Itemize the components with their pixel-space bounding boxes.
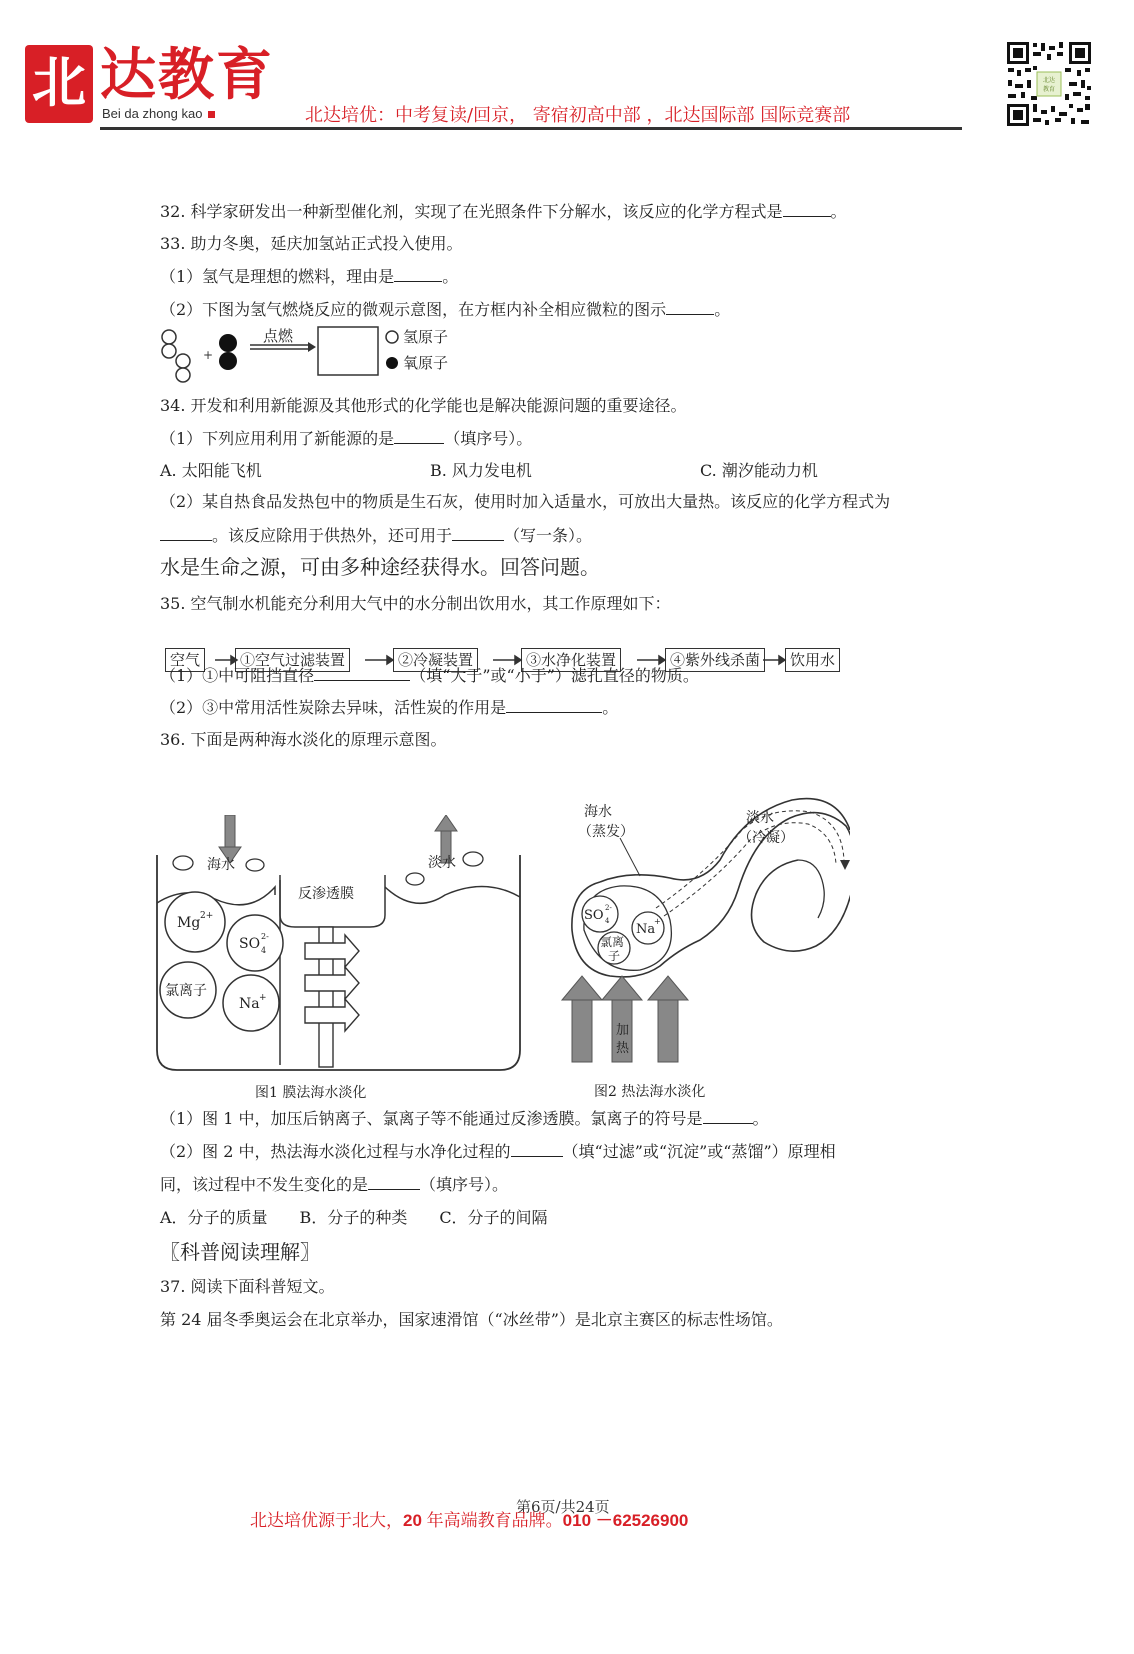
flow-step-filter: ①空气过滤装置	[235, 648, 350, 672]
na-charge: +	[259, 993, 267, 1003]
question-34-1: （1）下列应用利用了新能源的是 （填序号）。	[160, 429, 533, 448]
flow-step-condense: ②冷凝装置	[393, 648, 478, 672]
cl-label-line1: 氯离	[600, 935, 625, 949]
na-symbol: Na	[636, 922, 656, 937]
legend-hydrogen: 氢原子	[403, 328, 449, 346]
answer-blank[interactable]	[783, 200, 831, 217]
label-condense: （冷凝）	[738, 830, 794, 846]
logo-text: 达教育	[100, 42, 274, 108]
label-freshwater: 淡水	[428, 855, 456, 871]
question-34: 34. 开发和利用新能源及其他形式的化学能也是解决能源问题的重要途径。	[160, 396, 687, 415]
question-34-2: （2）某自热食品发热包中的物质是生石灰，使用时加入适量水，可放出大量热。该反应的化学方程式为	[160, 492, 891, 511]
answer-blank[interactable]	[452, 524, 504, 541]
qr-code-icon	[1005, 40, 1093, 128]
logo-subtitle: Bei da zhong kao	[102, 106, 215, 121]
mg-charge: 2+	[200, 911, 214, 921]
so4-charge: 2-	[605, 904, 612, 912]
question-33-2: （2）下图为氢气燃烧反应的微观示意图，在方框内补全相应微粒的图示 。	[160, 300, 731, 319]
label-freshwater: 淡水	[746, 810, 774, 826]
so4-symbol: SO	[584, 908, 604, 923]
cl-label-line2: 子	[608, 949, 621, 963]
option-a: A. 太阳能飞机	[160, 461, 262, 480]
question-37: 37. 阅读下面科普短文。	[160, 1277, 335, 1296]
so4-charge: 2-	[261, 932, 269, 941]
svg-text:+: +	[203, 348, 214, 362]
question-36-2: （2）图 2 中，热法海水淡化过程与水净化过程的 （填“过滤”或“沉淀”或“蒸馏”）原理相	[160, 1142, 836, 1161]
heat-label-2: 热	[616, 1041, 630, 1056]
option-b: B. 风力发电机	[430, 461, 532, 480]
figure-2-caption: 图2 热法海水淡化	[594, 1084, 706, 1100]
header-tagline: 北达培优：中考复读/回京， 寄宿初高中部 ，北达国际部 国际竞赛部	[305, 105, 851, 126]
option-c: C. 潮汐能动力机	[700, 461, 818, 480]
figure-1-caption: 图1 膜法海水淡化	[255, 1085, 367, 1100]
answer-blank[interactable]	[394, 265, 442, 282]
question-35-1: （1）①中可阻挡直径 （填“大于”或“小于”）滤孔直径的物质。	[160, 666, 699, 685]
footer-slogan: 北达培优源于北大，20 年高端教育品牌。010 －62526900	[250, 1511, 689, 1530]
answer-blank[interactable]	[506, 696, 602, 713]
question-36-1: （1）图 1 中，加压后钠离子、氯离子等不能通过反渗透膜。氯离子的符号是 。	[160, 1109, 769, 1128]
label-evaporate: （蒸发）	[578, 824, 634, 840]
page-number: 第6页/共24页	[516, 1498, 610, 1516]
label-seawater: 海水	[207, 857, 235, 873]
question-34-2-cont: 。该反应除用于供热外，还可用于 （写一条）。	[160, 524, 592, 547]
hydrogen-atom-icon	[162, 344, 176, 358]
logo-mark	[25, 45, 93, 123]
figure-membrane-desalination	[155, 815, 525, 1100]
cl-label: 氯离子	[165, 983, 207, 999]
mg-symbol: Mg	[177, 915, 201, 931]
label-membrane: 反渗透膜	[298, 886, 354, 902]
question-32: 32. 科学家研发出一种新型催化剂，实现了在光照条件下分解水，该反应的化学方程式是 。	[160, 202, 847, 221]
svg-text:教育: 教育	[1042, 86, 1056, 93]
label-seawater: 海水	[584, 804, 612, 820]
heat-arrow-icon	[572, 998, 592, 1062]
reaction-condition: 点燃	[263, 327, 294, 345]
svg-text:北达: 北达	[1042, 77, 1056, 84]
flow-step-drinking-water: 饮用水	[785, 648, 840, 672]
bubble-icon	[173, 856, 193, 870]
oxygen-atom-icon	[219, 334, 237, 352]
footer-phone: 010 －62526900	[562, 1511, 689, 1530]
so4-symbol: SO	[239, 936, 261, 952]
heat-arrow-icon	[658, 998, 678, 1062]
flow-step-uv: ④紫外线杀菌	[665, 648, 765, 672]
answer-blank[interactable]	[394, 427, 444, 444]
hydrogen-legend-icon	[386, 331, 398, 343]
section-heading: 〖科普阅读理解〗	[160, 1240, 320, 1264]
oxygen-atom-icon	[219, 352, 237, 370]
na-symbol: Na	[239, 996, 260, 1012]
bubble-icon	[246, 859, 264, 871]
answer-box	[318, 327, 378, 375]
header-divider	[100, 127, 962, 130]
logo-char: 北	[32, 50, 86, 114]
answer-blank[interactable]	[368, 1173, 420, 1190]
flow-step-air: 空气	[165, 648, 205, 672]
hydrogen-atom-icon	[176, 354, 190, 368]
question-36-options: A．分子的质量 B．分子的种类 C．分子的间隔	[160, 1208, 548, 1227]
answer-blank[interactable]	[314, 664, 410, 681]
hydrogen-atom-icon	[162, 330, 176, 344]
answer-blank[interactable]	[511, 1140, 563, 1157]
oxygen-legend-icon	[386, 357, 398, 369]
question-37-text: 第 24 届冬季奥运会在北京举办，国家速滑馆（“冰丝带”）是北京主赛区的标志性场馆。	[160, 1310, 783, 1329]
heat-label-1: 加	[616, 1023, 630, 1038]
bubble-icon	[463, 852, 483, 866]
question-36: 36. 下面是两种海水淡化的原理示意图。	[160, 730, 447, 749]
question-35-2: （2）③中常用活性炭除去异味，活性炭的作用是 。	[160, 698, 619, 717]
figure-thermal-desalination	[560, 790, 850, 1100]
hydrogen-atom-icon	[176, 368, 190, 382]
bubble-icon	[406, 873, 424, 885]
so4-subscript: 4	[261, 946, 267, 955]
question-36-2-cont: 同，该过程中不发生变化的是 （填序号）。	[160, 1175, 509, 1194]
answer-blank[interactable]	[160, 524, 212, 541]
water-intro: 水是生命之源，可由多种途经获得水。回答问题。	[160, 555, 600, 579]
so4-subscript: 4	[605, 917, 610, 925]
question-33: 33. 助力冬奥，延庆加氢站正式投入使用。	[160, 234, 463, 253]
question-35: 35. 空气制水机能充分利用大气中的水分制出饮用水，其工作原理如下：	[160, 594, 671, 613]
legend-oxygen: 氧原子	[403, 354, 449, 372]
answer-blank[interactable]	[666, 298, 714, 315]
flow-step-purify: ③水净化装置	[521, 648, 621, 672]
na-charge: +	[654, 917, 661, 926]
hydrogen-combustion-diagram	[158, 325, 468, 387]
answer-blank[interactable]	[703, 1107, 753, 1124]
question-33-1: （1）氢气是理想的燃料，理由是 。	[160, 267, 459, 286]
